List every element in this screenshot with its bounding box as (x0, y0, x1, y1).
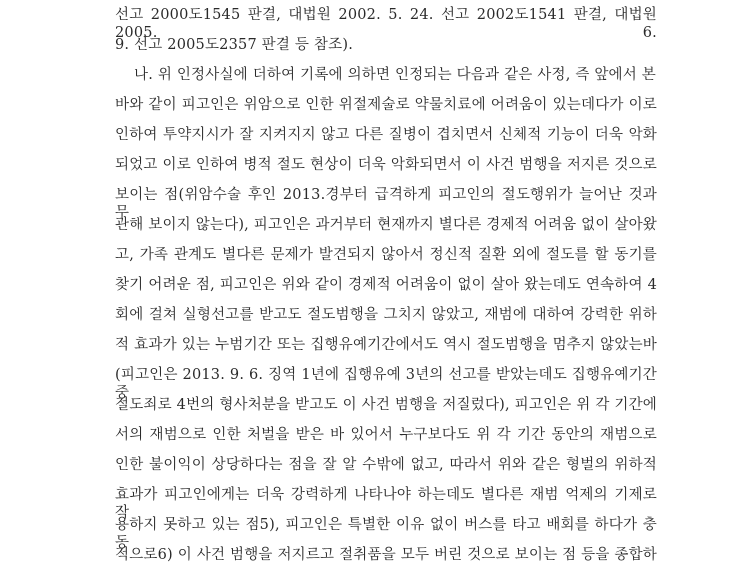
text-line-11: 회에 걸쳐 실형선고를 받고도 절도범행을 그치지 않았고, 재범에 대하여 강력한 위하 (115, 307, 657, 323)
text-line-12: 적 효과가 있는 누범기간 또는 집행유예기간에서도 역시 절도범행을 멈추지 않았는바 (115, 337, 657, 353)
text-line-3: 나. 위 인정사실에 더하여 기록에 의하면 인정되는 다음과 같은 사정, 즉 앞에서 본 (134, 67, 656, 83)
text-line-9: 고, 가족 관계도 별다른 문제가 발견되지 않아서 정신적 질환 외에 절도를 할 동기를 (115, 247, 657, 263)
text-line-18: 용하지 못하고 있는 점5), 피고인은 특별한 이유 없이 버스를 타고 배회를 하다가 충동 (115, 517, 657, 551)
text-line-4: 바와 같이 피고인은 위암으로 인한 위절제술로 약물치료에 어려움이 있는데다가 이로 (115, 97, 657, 113)
text-line-7: 보이는 점(위암수술 후인 2013.경부터 급격하게 피고인의 절도행위가 늘어난 것과 무 (115, 187, 657, 221)
text-line-2: 9. 선고 2005도2357 판결 등 참조). (115, 37, 354, 53)
text-line-6: 되었고 이로 인하여 병적 절도 현상이 더욱 악화되면서 이 사건 범행을 저지른 것으로 (115, 157, 657, 173)
text-line-19: 적으로6) 이 사건 범행을 저지르고 절취품을 모두 버린 것으로 보이는 점 등을 종합하 (115, 547, 657, 563)
text-line-17: 효과가 피고인에게는 더욱 강력하게 나타나야 하는데도 별다른 재범 억제의 기제로 작 (115, 487, 657, 521)
text-line-8: 관해 보이지 않는다), 피고인은 과거부터 현재까지 별다른 경제적 어려움 없이 살아왔 (115, 217, 657, 233)
text-line-13: (피고인은 2013. 9. 6. 징역 1년에 집행유예 3년의 선고를 받았는데도 집행유예기간 중 (115, 367, 657, 401)
text-line-15: 서의 재범으로 인한 처벌을 받은 바 있어서 누구보다도 위 각 기간 동안의 재범으로 (115, 427, 657, 443)
text-line-1: 선고 2000도1545 판결, 대법원 2002. 5. 24. 선고 2002도1541 판결, 대법원 2005. 6. (115, 7, 657, 41)
text-line-14: 절도죄로 4번의 형사처분을 받고도 이 사건 범행을 저질렀다), 피고인은 위 각 기간에 (115, 397, 657, 413)
text-line-5: 인하여 투약지시가 잘 지켜지지 않고 다른 질병이 겹치면서 신체적 기능이 더욱 악화 (115, 127, 657, 143)
text-line-10: 찾기 어려운 점, 피고인은 위와 같이 경제적 어려움이 없이 살아 왔는데도 연속하여 4 (115, 277, 657, 293)
text-line-16: 인한 불이익이 상당하다는 점을 잘 알 수밖에 없고, 따라서 위와 같은 형벌의 위하적 (115, 457, 657, 473)
